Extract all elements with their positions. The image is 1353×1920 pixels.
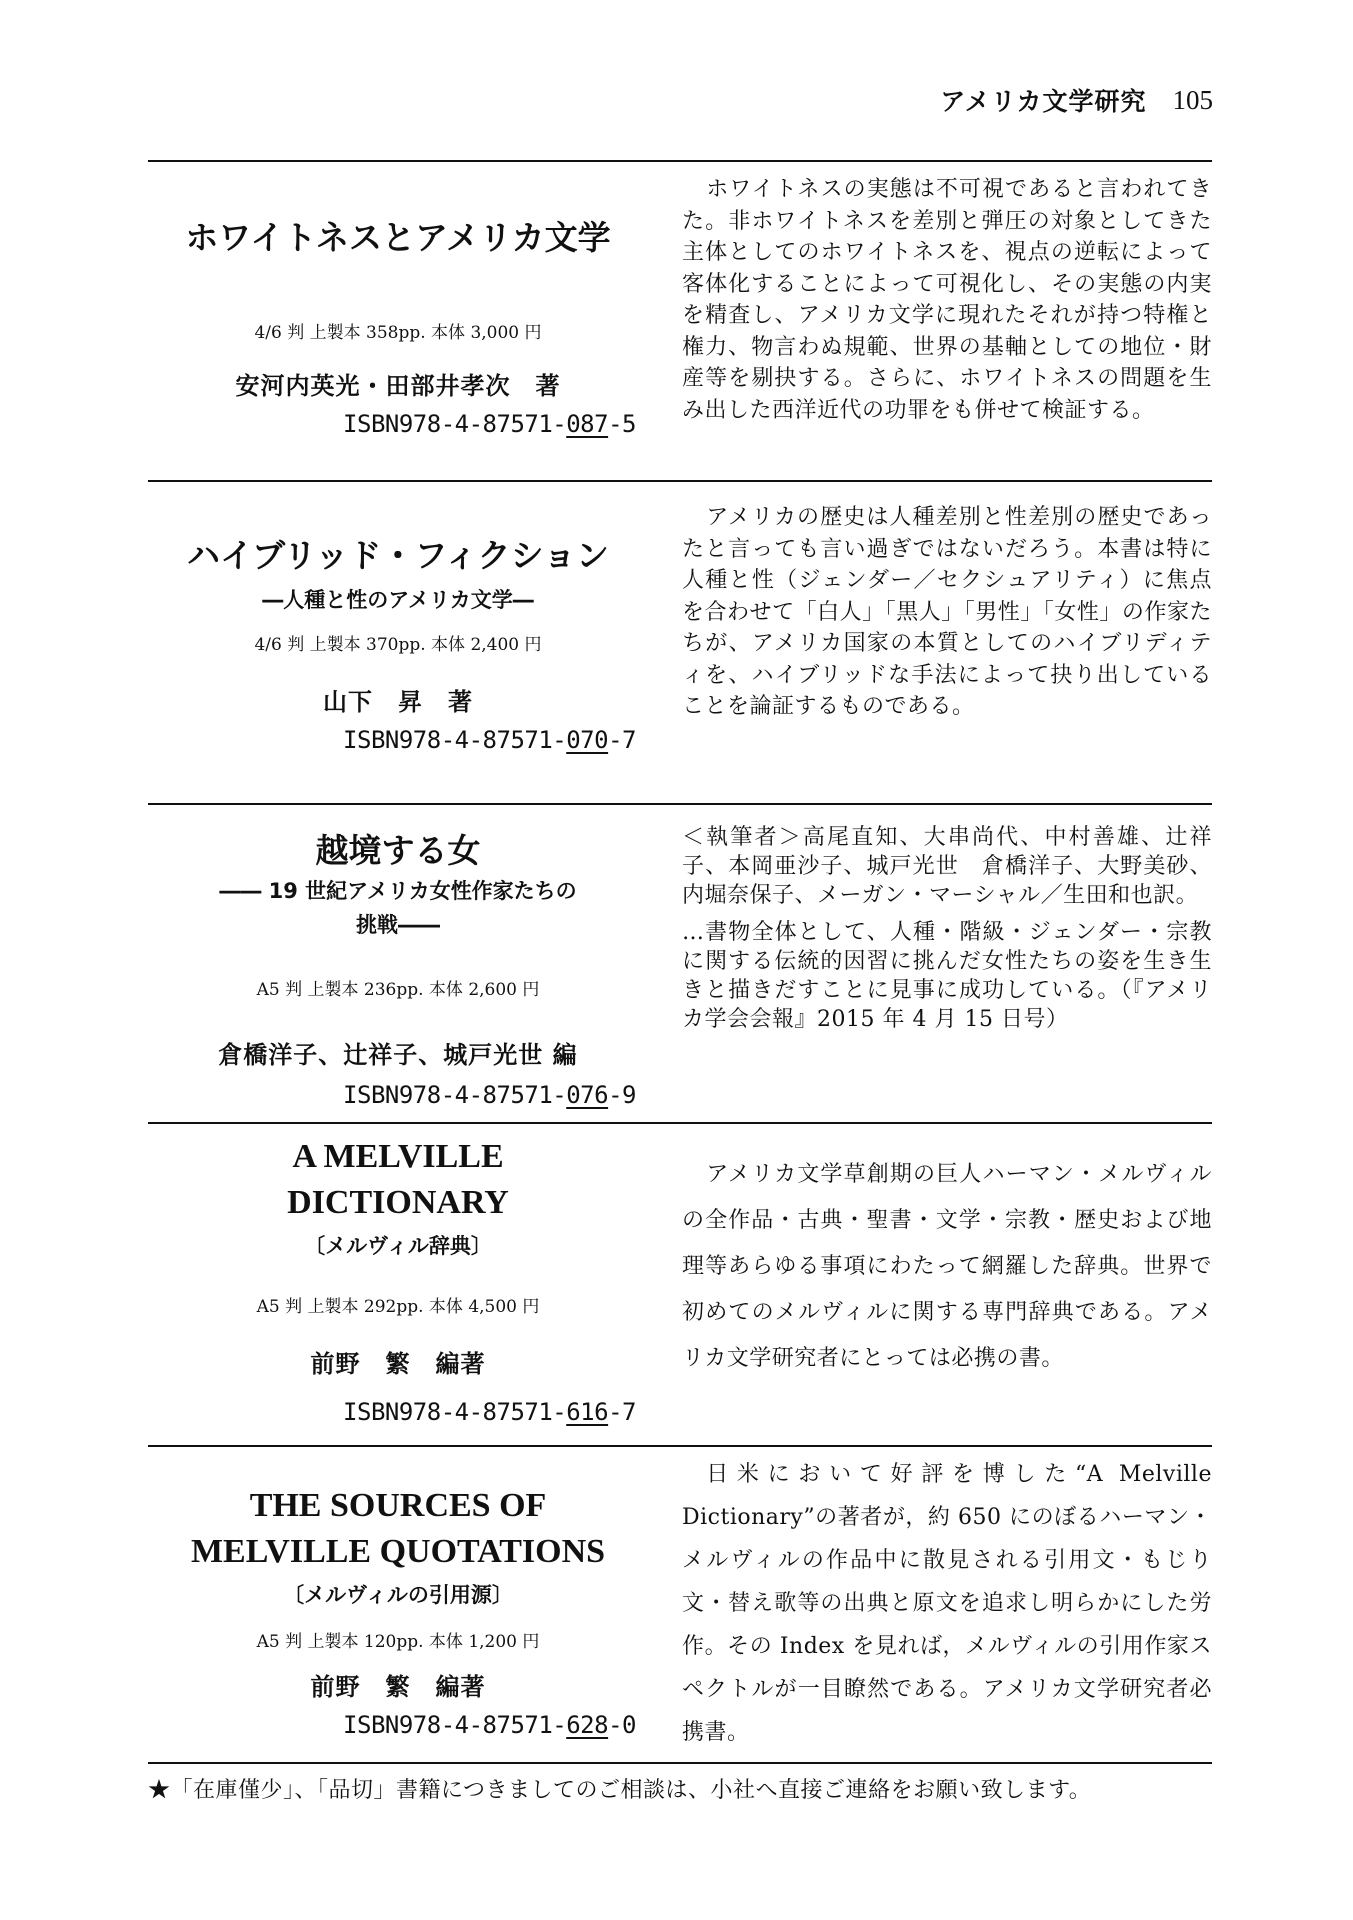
book-author: 安河内英光・田部井孝次 著 <box>235 372 561 400</box>
book-description: アメリカの歴史は人種差別と性差別の歴史であったと言っても言い過ぎではないだろう。本書は特に人種と性（ジェンダー／セクシュアリティ）に焦点を合わせて「白人」「黒人」「男性」「女性」の作家たちが、アメリカ国家の本質としてのハイブリディティを、ハイブリッドな手法によって抉り出していることを論証するものである。 <box>682 505 1212 719</box>
page-number: 105 <box>1172 84 1213 115</box>
book-title: DICTIONARY <box>287 1184 509 1221</box>
book-subtitle: 〔メルヴィル辞典〕 <box>304 1234 492 1258</box>
book-entry-ekkyo-suru-onna <box>148 803 1212 1122</box>
book-description: 日米において好評を博した“A Melville Dictionary”の著者が，約 650 にのぼるハーマン・メルヴィルの作品中に散見される引用文・もじり文・替え歌等の出典と原文を追求し明らかにした労作。その Index を見れば，メルヴィルの引用作家スペクトルが一目瞭然である。アメリカ文学研究者必携書。 <box>682 1462 1212 1745</box>
book-description: アメリカ文学草創期の巨人ハーマン・メルヴィルの全作品・古典・聖書・文学・宗教・歴史および地理等あらゆる事項にわたって網羅した辞典。世界で初めてのメルヴィルに関する専門辞典である。アメリカ文学研究者にとっては必携の書。 <box>682 1162 1212 1371</box>
book-subtitle: 〔メルヴィルの引用源〕 <box>283 1583 513 1607</box>
book-author: 前野 繁 編著 <box>310 1673 486 1701</box>
book-subtitle: ―人種と性のアメリカ文学― <box>262 588 534 612</box>
book-subtitle: ―― 19 世紀アメリカ女性作家たちの <box>219 879 577 903</box>
footer-note: ★「在庫僅少」、「品切」書籍につきましてのご相談は、小社へ直接ご連絡をお願い致します。 <box>148 1778 1092 1803</box>
book-title: A MELVILLE <box>292 1138 504 1175</box>
book-isbn: ISBN978-4-87571-087-5 <box>343 410 636 438</box>
book-entry-whiteness <box>148 160 1212 480</box>
book-spec: A5 判 上製本 120pp. 本体 1,200 円 <box>256 1632 540 1652</box>
book-title: 越境する女 <box>315 831 481 870</box>
page-header <box>940 78 1213 122</box>
book-title: THE SOURCES OF <box>249 1487 547 1524</box>
book-title: ハイブリッド・フィクション <box>186 536 610 575</box>
book-author: 山下 昇 著 <box>323 688 473 716</box>
book-author: 前野 繁 編著 <box>310 1350 486 1378</box>
divider-rule <box>148 1762 1212 1764</box>
book-entry-melville-quotations <box>148 1445 1212 1762</box>
book-entry-hybrid-fiction <box>148 480 1212 803</box>
book-spec: 4/6 判 上製本 358pp. 本体 3,000 円 <box>254 323 542 343</box>
book-spec: 4/6 判 上製本 370pp. 本体 2,400 円 <box>254 635 542 655</box>
book-description: ＜執筆者＞高尾直知、大串尚代、中村善雄、辻祥子、本岡亜沙子、城戸光世 倉橋洋子、大野美砂、内堀奈保子、メーガン・マーシャル／生田和也訳。 …書物全体として、人種・階級・ジェンダー・宗教に関する伝統的因習に挑んだ女性たちの姿を生き生きと描きだすことに見事に成功している。（『アメリカ学会会報』2015 年 4 月 15 日号） <box>682 825 1212 1032</box>
book-spec: A5 判 上製本 236pp. 本体 2,600 円 <box>256 980 540 1000</box>
running-title: アメリカ文学研究 <box>940 87 1147 116</box>
book-author: 倉橋洋子、辻祥子、城戸光世 編 <box>218 1041 578 1069</box>
book-entry-melville-dictionary <box>148 1122 1212 1445</box>
book-spec: A5 判 上製本 292pp. 本体 4,500 円 <box>256 1297 540 1317</box>
book-isbn: ISBN978-4-87571-070-7 <box>343 726 636 754</box>
book-title: ホワイトネスとアメリカ文学 <box>185 218 611 257</box>
book-isbn: ISBN978-4-87571-616-7 <box>343 1398 636 1426</box>
book-isbn: ISBN978-4-87571-628-0 <box>343 1711 636 1739</box>
book-subtitle: 挑戦―― <box>356 913 440 937</box>
book-description: ホワイトネスの実態は不可視であると言われてきた。非ホワイトネスを差別と弾圧の対象としてきた主体としてのホワイトネスを、視点の逆転によって客体化することによって可視化し、その実態の内実を精査し、アメリカ文学に現れたそれが持つ特権と権力、物言わぬ規範、世界の基軸としての地位・財産等を剔抉する。さらに、ホワイトネスの問題を生み出した西洋近代の功罪をも併せて検証する。 <box>682 177 1212 423</box>
book-title: MELVILLE QUOTATIONS <box>190 1533 606 1570</box>
book-isbn: ISBN978-4-87571-076-9 <box>343 1081 636 1109</box>
